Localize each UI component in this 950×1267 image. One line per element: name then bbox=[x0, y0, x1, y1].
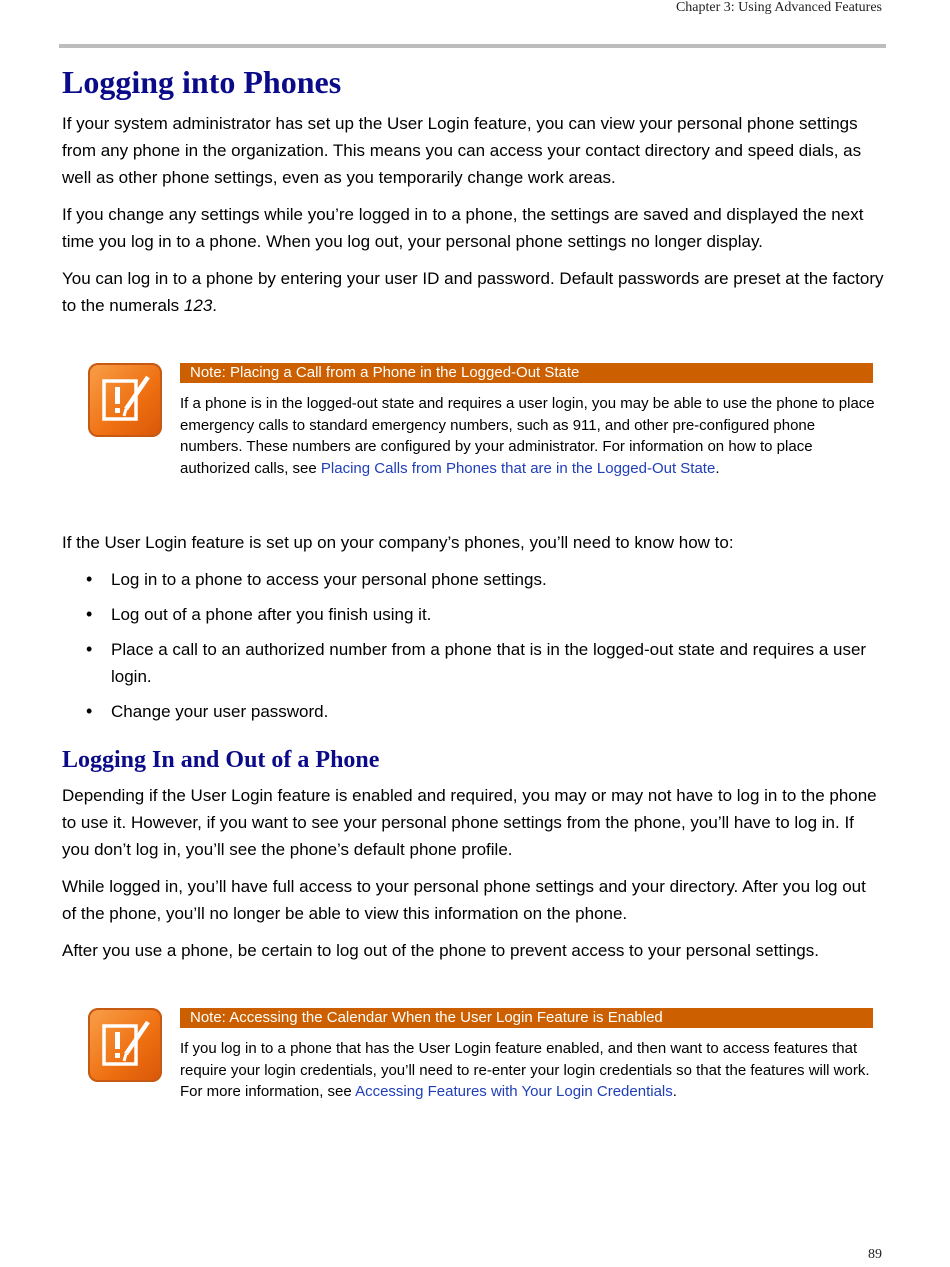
note-body-text: If you log in to a phone that has the User Login feature enabled, and then want to access features that require your login credentials, you’ll need to re-enter your login credentials so that the features will work. For more information, see bbox=[180, 1040, 870, 1100]
paragraph: If your system administrator has set up the User Login feature, you can view your personal phone settings from any phone in the organization. This means you can access your contact directory and speed dials, as well as other phone settings, even as you temporarily change work areas. bbox=[62, 114, 862, 187]
list-item: • Change your user password. bbox=[62, 698, 884, 725]
note-title: Note: Accessing the Calendar When the User Login Feature is Enabled bbox=[180, 1008, 873, 1028]
list-intro: If the User Login feature is set up on your company’s phones, you’ll need to know how to: bbox=[62, 533, 734, 552]
paragraph-end: . bbox=[212, 296, 218, 315]
note-body-end: . bbox=[715, 459, 720, 477]
link-accessing-features-login-credentials[interactable]: Accessing Features with Your Login Credentials bbox=[355, 1083, 673, 1100]
note-body bbox=[180, 393, 880, 479]
note-body-end: . bbox=[672, 1083, 677, 1100]
running-header: Chapter 3: Using Advanced Features bbox=[675, 0, 882, 15]
page-content bbox=[62, 58, 884, 1126]
note-body-text: If a phone is in the logged-out state and requires a user login, you may be able to use the phone to place emergency calls to standard emergency numbers, such as 911, and other pre-configured phone numbers. These numbers are configured by your administrator. For information on how to place authorized calls, see bbox=[180, 395, 875, 477]
paragraph: Depending if the User Login feature is enabled and required, you may or may not have to log in to the phone to use it. However, if you want to see your personal phone settings from the phone, you’ll have to log in. If you don’t log in, you’ll see the phone’s default phone profile. bbox=[62, 786, 877, 859]
list-item: • Place a call to an authorized number from a phone that is in the logged-out state and requires a user login. bbox=[62, 636, 884, 690]
paragraph: If you change any settings while you’re logged in to a phone, the settings are saved and displayed the next time you log in to a phone. When you log out, your personal phone settings no longer display. bbox=[62, 205, 864, 251]
list-item: • Log in to a phone to access your personal phone settings. bbox=[62, 566, 884, 593]
header-divider bbox=[59, 44, 886, 48]
task-list bbox=[62, 566, 884, 725]
note-callout-calendar-access bbox=[62, 1008, 884, 1126]
note-body bbox=[180, 1038, 880, 1103]
note-title: Note: Placing a Call from a Phone in the Logged-Out State bbox=[180, 363, 873, 383]
paragraph: After you use a phone, be certain to log out of the phone to prevent access to your personal settings. bbox=[62, 941, 819, 960]
note-pencil-icon bbox=[88, 363, 162, 437]
link-placing-calls-logged-out[interactable]: Placing Calls from Phones that are in the Logged-Out State bbox=[320, 459, 716, 477]
paragraph: While logged in, you’ll have full access to your personal phone settings and your directory. After you log out of the phone, you’ll no longer be able to view this information on the phone. bbox=[62, 877, 866, 923]
section-title-logging-into-phones: Logging into Phones bbox=[62, 64, 342, 100]
paragraph-default-password bbox=[62, 265, 884, 319]
list-item: • Log out of a phone after you finish using it. bbox=[62, 601, 884, 628]
section-title-logging-in-and-out: Logging In and Out of a Phone bbox=[62, 747, 380, 773]
note-pencil-icon bbox=[88, 1008, 162, 1082]
page-number: 89 bbox=[868, 1247, 882, 1262]
paragraph-text: You can log in to a phone by entering your user ID and password. Default passwords are preset at the factory to the numerals bbox=[62, 269, 884, 315]
default-password-value: 123 bbox=[183, 296, 213, 315]
note-callout-logged-out-calls bbox=[62, 363, 884, 529]
